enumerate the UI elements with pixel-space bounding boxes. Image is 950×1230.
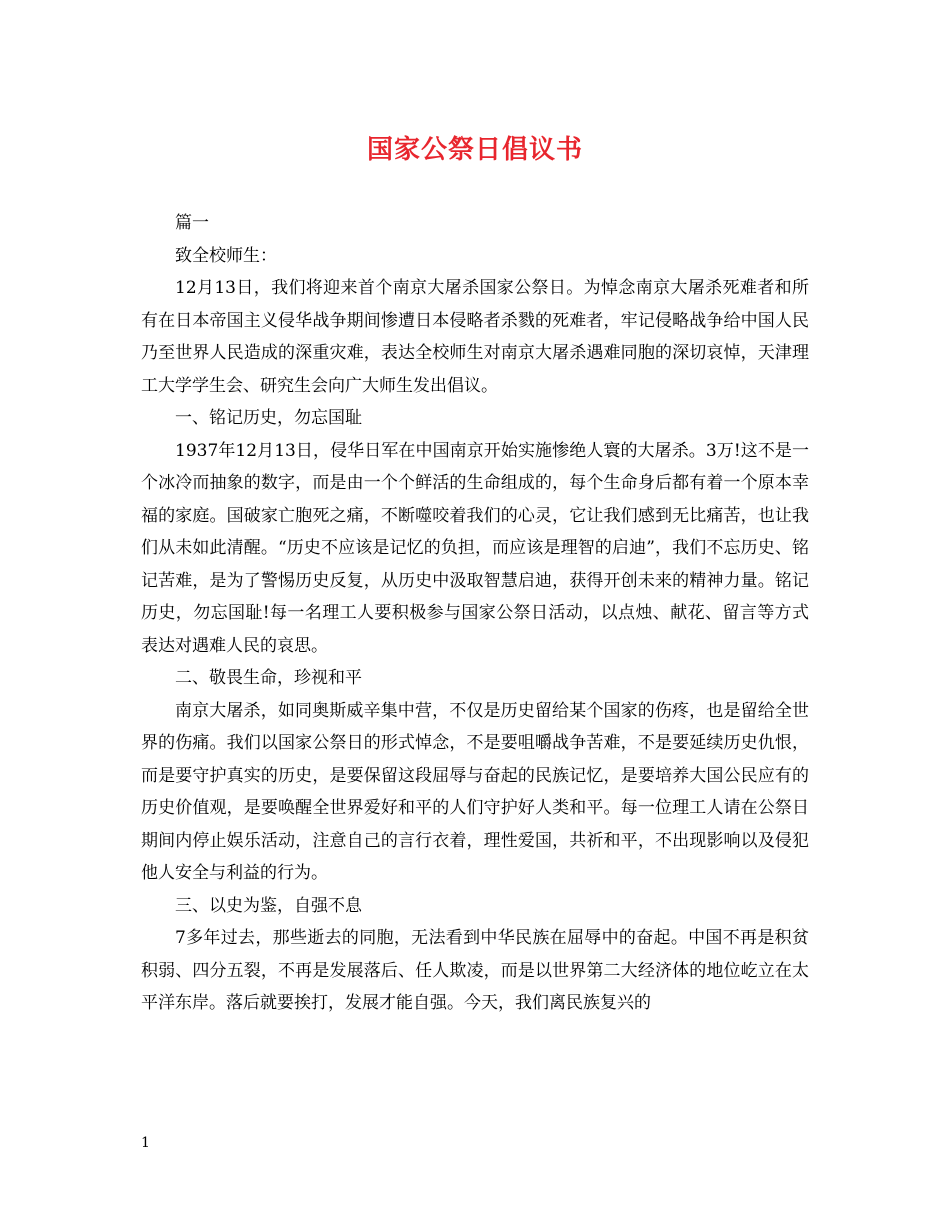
document-body (141, 207, 809, 1020)
paragraph-three: 7多年过去，那些逝去的同胞，无法看到中华民族在屈辱中的奋起。中国不再是积贫积弱、四分五裂，不再是发展落后、任人欺凌，而是以世界第二大经济体的地位屹立在太平洋东岸。落后就要挨打，发展才能自强。今天，我们离民族复兴的 (141, 928, 809, 1013)
intro-paragraph: 12月13日，我们将迎来首个南京大屠杀国家公祭日。为悼念南京大屠杀死难者和所有在日本帝国主义侵华战争期间惨遭日本侵略者杀戮的死难者，牢记侵略战争给中国人民乃至世界人民造成的深重灾难，表达全校师生对南京大屠杀遇难同胞的深切哀悼，天津理工大学学生会、研究生会向广大师生发出倡议。 (141, 278, 809, 396)
salutation: 致全校师生： (175, 245, 277, 266)
page-number: 1 (141, 1135, 150, 1151)
paragraph-two: 南京大屠杀，如同奥斯威辛集中营，不仅是历史留给某个国家的伤疼，也是留给全世界的伤痛。我们以国家公祭日的形式悼念，不是要咀嚼战争苦难，不是要延续历史仇恨，而是要守护真实的历史，是要保留这段屈辱与奋起的民族记忆，是要培养大国公民应有的历史价值观，是要唤醒全世界爱好和平的人们守护好人类和平。每一位理工人请在公祭日期间内停止娱乐活动，注意自己的言行衣着，理性爱国，共祈和平，不出现影响以及侵犯他人安全与利益的行为。 (141, 700, 809, 883)
section-label: 篇一 (175, 213, 209, 233)
document-title: 国家公祭日倡议书 (366, 135, 583, 165)
heading-two: 二、敬畏生命，珍视和平 (175, 668, 362, 688)
heading-three: 三、以史为鉴，自强不息 (175, 895, 362, 916)
heading-one: 一、铭记历史，勿忘国耻 (175, 408, 362, 428)
paragraph-one: 1937年12月13日，侵华日军在中国南京开始实施惨绝人寰的大屠杀。3万!这不是一个冰冷而抽象的数字，而是由一个个鲜活的生命组成的，每个生命身后都有着一个原本幸福的家庭。国破家亡胞死之痛，不断噬咬着我们的心灵，它让我们感到无比痛苦，也让我们从未如此清醒。“历史不应该是记忆的负担，而应该是理智的启迪”，我们不忘历史、铭记苦难，是为了警惕历史反复，从历史中汲取智慧启迪，获得开创未来的精神力量。铭记历史，勿忘国耻!每一名理工人要积极参与国家公祭日活动，以点烛、献花、留言等方式表达对遇难人民的哀思。 (141, 440, 809, 656)
